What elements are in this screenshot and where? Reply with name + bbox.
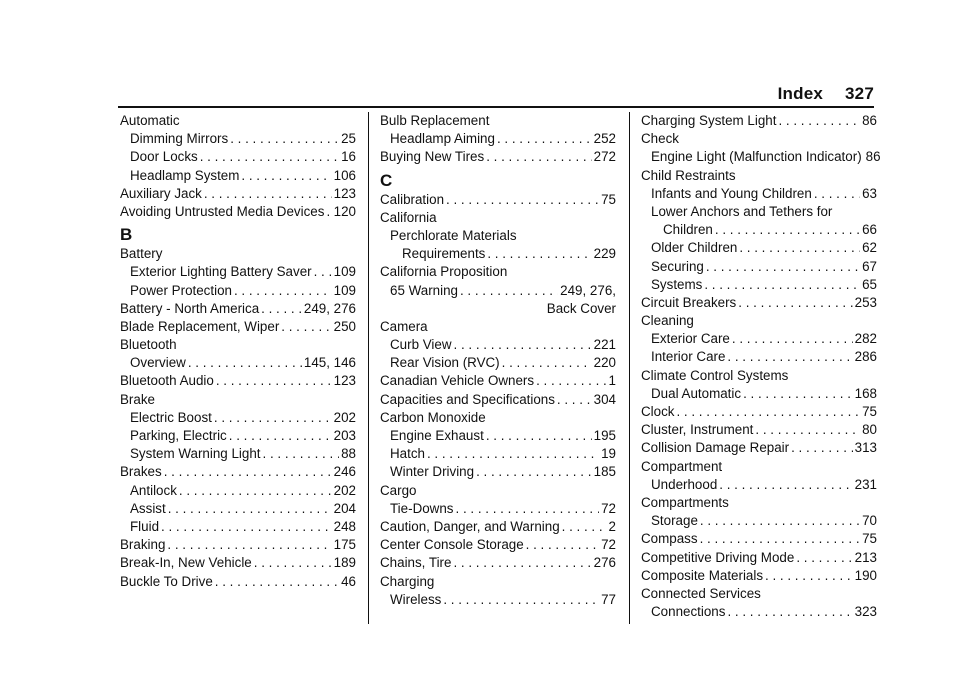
index-entry (641, 549, 877, 567)
entry-term: Connected Services (641, 585, 761, 601)
index-heading (380, 227, 616, 245)
dot-leader (700, 530, 861, 548)
entry-page: 323 (854, 604, 877, 620)
entry-term: Canadian Vehicle Owners (380, 373, 535, 389)
index-heading (380, 209, 616, 227)
entry-page: 2 (608, 518, 616, 534)
index-heading (641, 312, 877, 330)
header-rule (118, 106, 874, 108)
entry-term: Headlamp Aiming (390, 131, 495, 147)
page-number: 327 (845, 84, 874, 103)
dot-leader (706, 258, 860, 276)
entry-term: Assist (130, 500, 166, 516)
index-entry (120, 536, 356, 554)
dot-leader (168, 500, 332, 518)
entry-term: Requirements (402, 246, 486, 262)
dot-leader (486, 427, 592, 445)
dot-leader (755, 421, 860, 439)
entry-term: Dimming Mirrors (130, 131, 229, 147)
dot-leader (700, 512, 860, 530)
entry-term: Antilock (130, 482, 177, 498)
index-heading (641, 458, 877, 476)
entry-page: 213 (854, 549, 877, 565)
dot-leader (497, 130, 592, 148)
dot-leader (487, 245, 591, 263)
index-entry (120, 300, 356, 318)
dot-leader (200, 148, 339, 166)
index-entry (120, 372, 356, 390)
dot-leader (427, 445, 599, 463)
entry-term: Storage (651, 513, 698, 529)
entry-term: Engine Exhaust (390, 428, 484, 443)
dot-leader (738, 294, 852, 312)
entry-page: 63 (862, 185, 877, 201)
index-entry (120, 185, 356, 203)
page-header (778, 84, 874, 104)
index-entry (120, 409, 356, 427)
entry-term: Cleaning (641, 313, 694, 329)
index-entry (380, 245, 616, 263)
entry-term: Connections (651, 604, 726, 620)
entry-term: Engine Light (Malfunction Indicator) (651, 149, 862, 165)
entry-term: Camera (380, 318, 428, 334)
entry-page: 220 (593, 355, 616, 371)
index-entry (380, 148, 616, 166)
entry-term: Exterior Lighting Battery Saver (130, 264, 312, 280)
entry-term: Children (663, 222, 713, 238)
entry-page: 175 (333, 537, 356, 553)
index-entry (380, 282, 616, 300)
entry-term: Circuit Breakers (641, 294, 737, 310)
index-entry (380, 554, 616, 572)
index-entry (641, 403, 877, 421)
entry-page: 248 (333, 518, 356, 534)
dot-leader (791, 439, 853, 457)
dot-leader (727, 603, 852, 621)
entry-page: 190 (854, 567, 877, 583)
index-entry (641, 603, 877, 621)
entry-term: Overview (130, 355, 186, 371)
index-entry (120, 354, 356, 372)
entry-term: Calibration (380, 191, 445, 207)
dot-leader (486, 148, 591, 166)
dot-leader (460, 282, 558, 300)
entry-term: Exterior Care (651, 331, 730, 347)
dot-leader (778, 112, 860, 130)
entry-term: Compartment (641, 458, 723, 474)
entry-page: 1 (608, 373, 616, 389)
dot-leader (234, 282, 332, 300)
dot-leader (704, 276, 860, 294)
entry-term: Winter Driving (390, 464, 475, 480)
index-entry (641, 258, 877, 276)
dot-leader (676, 403, 860, 421)
entry-page: Back Cover (546, 300, 616, 316)
index-heading (120, 245, 356, 263)
dot-leader (814, 185, 860, 203)
entry-page: 282 (854, 331, 877, 347)
entry-term: Battery (120, 246, 163, 262)
index-entry (380, 336, 616, 354)
entry-term: Headlamp System (130, 167, 240, 183)
dot-leader (456, 500, 600, 518)
entry-term: Break-In, New Vehicle (120, 555, 252, 571)
entry-term: Securing (651, 258, 704, 274)
entry-page: 203 (333, 428, 356, 443)
entry-page: 231 (854, 476, 877, 492)
entry-term: System Warning Light (130, 446, 261, 462)
entry-page: 88 (341, 446, 356, 462)
entry-term: Battery - North America (120, 300, 260, 316)
index-entry (380, 500, 616, 518)
entry-term: Perchlorate Materials (390, 227, 517, 243)
dot-leader (261, 300, 302, 318)
entry-page: 189 (333, 555, 356, 571)
entry-term: Charging System Light (641, 113, 777, 128)
entry-page: 70 (862, 513, 877, 529)
index-entry (120, 500, 356, 518)
index-entry (380, 372, 616, 390)
dot-leader (715, 221, 860, 239)
entry-page: 145, 146 (303, 355, 356, 371)
entry-term: Parking, Electric (130, 428, 227, 443)
entry-page: 109 (333, 264, 356, 280)
index-heading (641, 585, 877, 603)
index-entry (641, 385, 877, 403)
index-heading (641, 203, 877, 221)
index-entry (120, 203, 356, 221)
index-heading (641, 130, 877, 148)
dot-leader (446, 191, 599, 209)
index-heading (380, 318, 616, 336)
entry-page: 19 (601, 446, 616, 462)
entry-page: 313 (854, 440, 877, 456)
index-entry (641, 421, 877, 439)
entry-page: 62 (862, 240, 877, 256)
index-entry (641, 148, 881, 166)
entry-term: Check (641, 131, 679, 147)
entry-term: 65 Warning (390, 282, 458, 298)
index-entry (120, 148, 356, 166)
page-title: Index (777, 84, 824, 103)
entry-term: Buckle To Drive (120, 573, 213, 589)
index-entry (380, 463, 616, 481)
dot-leader (562, 518, 607, 536)
index-entry (380, 536, 616, 554)
index-entry (380, 354, 616, 372)
index-entry (641, 476, 877, 494)
dot-leader (454, 336, 592, 354)
entry-page: 249, 276 (303, 300, 356, 316)
dot-leader (281, 318, 331, 336)
index-entry (641, 112, 877, 130)
entry-term: Automatic (120, 113, 180, 128)
entry-page: 72 (601, 537, 616, 553)
entry-term: Charging (380, 573, 435, 589)
entry-page: 86 (865, 149, 881, 165)
entry-page: 123 (333, 185, 356, 201)
entry-page: 120 (333, 203, 356, 219)
entry-page: 65 (862, 276, 877, 292)
entry-term: California Proposition (380, 264, 508, 280)
entry-term: Wireless (390, 591, 442, 607)
dot-leader (230, 130, 339, 148)
index-entry (120, 318, 356, 336)
index-entry (641, 330, 877, 348)
index-heading (380, 263, 616, 281)
entry-term: Capacities and Specifications (380, 391, 555, 407)
entry-page: 202 (333, 482, 356, 498)
dot-leader (765, 567, 853, 585)
index-entry (120, 482, 356, 500)
entry-term: Avoiding Untrusted Media Devices (120, 203, 325, 219)
index-entry (120, 167, 356, 185)
entry-term: Interior Care (651, 349, 726, 365)
dot-leader (164, 463, 332, 481)
entry-term: Auxiliary Jack (120, 185, 202, 201)
entry-term: Carbon Monoxide (380, 409, 486, 425)
entry-page: 77 (601, 591, 616, 607)
index-entry (641, 185, 877, 203)
index-entry (380, 591, 616, 609)
index-heading (380, 573, 616, 591)
entry-page: 168 (854, 385, 877, 401)
dot-leader (526, 536, 599, 554)
index-entry (380, 445, 616, 463)
dot-leader (229, 427, 332, 445)
index-heading (641, 494, 877, 512)
entry-page: 75 (862, 531, 877, 547)
entry-term: Brake (120, 391, 155, 407)
entry-term: Center Console Storage (380, 537, 524, 553)
entry-page: 202 (333, 409, 356, 425)
dot-leader (743, 385, 853, 403)
entry-term: Clock (641, 404, 675, 419)
entry-page: 72 (601, 500, 616, 516)
index-entry (380, 191, 616, 209)
index-entry (641, 512, 877, 530)
column-divider (368, 112, 369, 624)
entry-page: 75 (862, 404, 877, 419)
dot-leader (453, 554, 591, 572)
column-divider (629, 112, 630, 624)
entry-term: Systems (651, 276, 703, 292)
entry-term: Cluster, Instrument (641, 422, 754, 438)
dot-leader (326, 203, 331, 221)
entry-term: Door Locks (130, 149, 198, 165)
entry-term: Compartments (641, 494, 729, 510)
dot-leader (314, 263, 332, 281)
index-entry (120, 263, 356, 281)
entry-term: Caution, Danger, and Warning (380, 518, 560, 534)
entry-term: Brakes (120, 464, 162, 480)
entry-page: 16 (341, 149, 356, 165)
index-heading (120, 391, 356, 409)
entry-page: 304 (593, 391, 616, 407)
entry-term: Infants and Young Children (651, 185, 812, 201)
entry-term: Collision Damage Repair (641, 440, 790, 456)
entry-page: 221 (593, 337, 616, 353)
index-entry (120, 554, 356, 572)
dot-leader (214, 409, 332, 427)
entry-term: Fluid (130, 518, 160, 534)
entry-term: Curb View (390, 337, 452, 353)
entry-page: 25 (341, 131, 356, 147)
entry-page: 46 (341, 573, 356, 589)
index-entry (380, 391, 616, 409)
entry-term: Tie-Downs (390, 500, 454, 516)
entry-term: Bluetooth (120, 337, 177, 353)
index-entry (641, 276, 877, 294)
entry-term: Electric Boost (130, 409, 212, 425)
dot-leader (476, 463, 592, 481)
index-entry (120, 463, 356, 481)
entry-page: 195 (593, 428, 616, 443)
index-entry (380, 518, 616, 536)
entry-page: 204 (333, 500, 356, 516)
entry-term: Rear Vision (RVC) (390, 355, 500, 371)
entry-term: Braking (120, 537, 166, 553)
entry-page: 229 (593, 246, 616, 262)
index-column-1 (120, 112, 356, 591)
entry-page: 185 (593, 464, 616, 480)
dot-leader (179, 482, 332, 500)
entry-page: 66 (862, 222, 877, 238)
entry-page: 67 (862, 258, 877, 274)
entry-term: Underhood (651, 476, 718, 492)
index-entry (641, 530, 877, 548)
dot-leader (727, 348, 852, 366)
dot-leader (739, 239, 860, 257)
entry-page: 250 (333, 318, 356, 334)
dot-leader (732, 330, 853, 348)
dot-leader (167, 536, 331, 554)
entry-term: Composite Materials (641, 567, 764, 583)
index-heading (380, 112, 616, 130)
dot-leader (204, 185, 332, 203)
entry-term: Blade Replacement, Wiper (120, 318, 280, 334)
entry-page: 123 (333, 373, 356, 389)
entry-term: California (380, 209, 437, 225)
entry-term: Hatch (390, 446, 425, 462)
entry-page: 286 (854, 349, 877, 365)
dot-leader (161, 518, 332, 536)
entry-page: 86 (862, 113, 877, 128)
entry-page: 276 (593, 555, 616, 571)
index-entry (641, 348, 877, 366)
index-entry (380, 427, 616, 445)
entry-page: 106 (333, 167, 356, 183)
entry-term: Older Children (651, 240, 738, 256)
index-entry (641, 221, 877, 239)
dot-leader (216, 372, 332, 390)
dot-leader (241, 167, 331, 185)
entry-term: Power Protection (130, 282, 232, 298)
index-column-2 (380, 112, 616, 609)
dot-leader (254, 554, 332, 572)
entry-page: 75 (601, 191, 616, 207)
dot-leader (557, 391, 592, 409)
entry-term: Compass (641, 531, 698, 547)
index-entry (120, 130, 356, 148)
index-heading (380, 482, 616, 500)
dot-leader (796, 549, 852, 567)
index-entry (120, 573, 356, 591)
entry-term: Buying New Tires (380, 149, 485, 165)
index-column-3 (641, 112, 881, 621)
index-entry (380, 130, 616, 148)
entry-term: Climate Control Systems (641, 367, 789, 383)
entry-term: Bulb Replacement (380, 113, 490, 128)
entry-term: Dual Automatic (651, 385, 742, 401)
index-entry (641, 567, 877, 585)
index-entry (120, 518, 356, 536)
entry-term: Competitive Driving Mode (641, 549, 795, 565)
index-heading (641, 167, 877, 185)
index-entry (120, 282, 356, 300)
index-entry (120, 427, 356, 445)
index-entry (641, 439, 877, 457)
index-heading (120, 112, 356, 130)
index-entry (641, 239, 877, 257)
dot-leader (215, 573, 339, 591)
entry-page: 272 (593, 149, 616, 165)
entry-term: Bluetooth Audio (120, 373, 214, 389)
index-heading (120, 336, 356, 354)
entry-term: Chains, Tire (380, 555, 452, 571)
index-heading (380, 409, 616, 427)
entry-page: 249, 276, (560, 282, 616, 298)
section-letter: B (120, 225, 133, 245)
entry-term: Cargo (380, 482, 417, 498)
entry-page: 246 (333, 464, 356, 480)
dot-leader (719, 476, 852, 494)
dot-leader (502, 354, 592, 372)
entry-page: 109 (333, 282, 356, 298)
dot-leader (188, 354, 302, 372)
index-entry (120, 445, 356, 463)
dot-leader (443, 591, 599, 609)
entry-term: Child Restraints (641, 167, 736, 183)
index-entry (641, 294, 877, 312)
section-letter: C (380, 170, 393, 190)
dot-leader (263, 445, 340, 463)
dot-leader (536, 372, 606, 390)
entry-page: 253 (854, 294, 877, 310)
index-heading (641, 367, 877, 385)
entry-term: Lower Anchors and Tethers for (651, 203, 833, 219)
index-entry-continuation (380, 300, 616, 318)
entry-page: 252 (593, 131, 616, 147)
entry-page: 80 (862, 422, 877, 438)
